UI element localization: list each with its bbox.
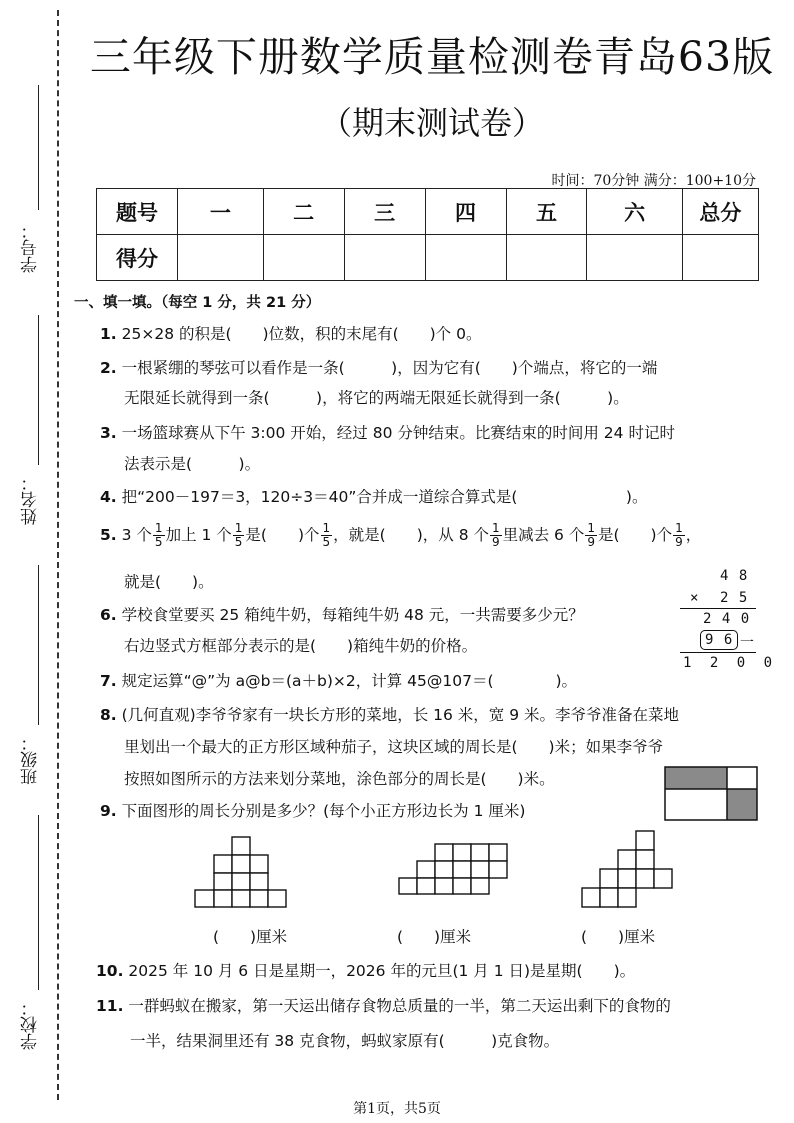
question-5-line2: 就是( )。 (124, 573, 214, 591)
question-6-line2: 右边竖式方框部分表示的是( )箱纯牛奶的价格。 (124, 637, 478, 655)
q5-part: 是( )个 (597, 526, 673, 544)
calc-operator: × (690, 590, 699, 606)
question-text: 把“200－197＝3，120÷3＝40”合并成一道综合算式是( )。 (121, 488, 648, 506)
score-cell: 二 (263, 189, 344, 235)
calc-row-2: 2 5 (720, 590, 749, 606)
page-footer: 第1页，共5页 (353, 1101, 441, 1117)
score-cell: 六 (587, 189, 682, 235)
section-heading: 一、填一填。（每空 1 分，共 21 分） (74, 295, 321, 311)
calc-row-4-tail: 一 (740, 635, 754, 651)
question-text: 2025 年 10 月 6 日是星期一，2026 年的元旦(1 月 1 日)是星期( )。 (128, 962, 636, 980)
question-number: 7. (100, 672, 117, 690)
score-input-cell[interactable] (263, 235, 344, 281)
question-text: 学校食堂要买 25 箱纯牛奶，每箱纯牛奶 48 元，一共需要多少元？ (121, 606, 584, 624)
question-number: 3. (100, 424, 117, 442)
fraction-one-ninth: $\frac{1}{9}$ (675, 521, 683, 549)
score-cell: 四 (425, 189, 506, 235)
xuexiao-label: 学校： (21, 999, 41, 1051)
garden-diagram (664, 766, 758, 821)
question-number: 8. (100, 706, 117, 724)
calc-row-4: 9 6 (705, 632, 734, 648)
calc-rule (680, 652, 756, 653)
grid-figure-1 (194, 836, 294, 908)
shaded-region (727, 789, 757, 820)
banji-label: 班级： (21, 734, 41, 786)
question-11 (96, 994, 671, 1016)
question-2 (100, 356, 657, 378)
page-subtitle: （期末测试卷） (319, 104, 544, 142)
question-11-line2: 一半，结果洞里还有 38 克食物，蚂蚁家原有( )克食物。 (130, 1032, 560, 1050)
xuexiao-line (38, 815, 39, 990)
score-cell: 得分 (97, 235, 178, 281)
binding-dashed-line (57, 10, 59, 1100)
question-3-line2: 法表示是( )。 (124, 455, 261, 473)
question-1 (100, 322, 481, 344)
question-2-line2: 无限延长就得到一条( )，将它的两端无限延长就得到一条( )。 (124, 389, 629, 407)
score-input-cell[interactable] (682, 235, 758, 281)
shaded-region (665, 767, 727, 789)
question-text: (几何直观)李爷爷家有一块长方形的菜地，长 16 米，宽 9 米。李爷爷准备在菜地 (121, 706, 680, 724)
question-6 (100, 603, 584, 625)
score-table (96, 188, 759, 281)
xuehao-line (38, 85, 39, 210)
q5-part: ， (685, 526, 702, 544)
question-8 (100, 703, 679, 725)
question-number: 5. (100, 526, 117, 544)
score-input-cell[interactable] (506, 235, 587, 281)
calc-row-1: 4 8 (720, 568, 749, 584)
score-cell: 一 (177, 189, 263, 235)
score-input-cell[interactable] (177, 235, 263, 281)
question-4 (100, 485, 647, 507)
question-number: 9. (100, 802, 117, 820)
calc-rule (680, 608, 756, 609)
question-number: 6. (100, 606, 117, 624)
question-3 (100, 421, 675, 443)
q9-answer-1: ( )厘米 (213, 928, 288, 946)
question-8-line3: 按照如图所示的方法来划分菜地，涂色部分的周长是( )米。 (124, 770, 555, 788)
exam-meta: 时间：70分钟 满分：100+10分 (551, 173, 756, 189)
question-10 (96, 959, 635, 981)
score-input-cell[interactable] (425, 235, 506, 281)
question-5 (100, 522, 701, 549)
grid-figure-2 (398, 843, 508, 895)
q5-part: 3 个 (121, 526, 152, 544)
score-cell: 五 (506, 189, 587, 235)
score-cell: 三 (344, 189, 425, 235)
question-number: 2. (100, 359, 117, 377)
score-cell: 题号 (97, 189, 178, 235)
fraction-one-ninth: $\frac{1}{9}$ (491, 521, 500, 549)
question-7 (100, 669, 577, 691)
q9-answer-2: ( )厘米 (397, 928, 472, 946)
score-input-cell[interactable] (344, 235, 425, 281)
calc-row-5: 1 2 0 0 (683, 655, 778, 671)
question-text: 一根紧绷的琴弦可以看作是一条( )，因为它有( )个端点，将它的一端 (121, 359, 658, 377)
question-number: 1. (100, 325, 117, 343)
question-text: 25×28 的积是( )位数，积的末尾有( )个 0。 (121, 325, 482, 343)
q5-part: 加上 1 个 (165, 526, 232, 544)
q5-part: 是( )个 (245, 526, 320, 544)
fraction-one-fifth: $\frac{1}{5}$ (322, 521, 331, 549)
calc-row-3: 2 4 0 (703, 611, 751, 627)
fraction-one-fifth: $\frac{1}{5}$ (234, 521, 243, 549)
score-input-cell[interactable] (587, 235, 682, 281)
xingming-label: 姓名： (21, 474, 41, 526)
question-number: 4. (100, 488, 117, 506)
question-text: 下面图形的周长分别是多少？(每个小正方形边长为 1 厘米) (121, 802, 526, 820)
fraction-one-ninth: $\frac{1}{9}$ (587, 521, 595, 549)
banji-line (38, 565, 39, 725)
q5-part: 里减去 6 个 (502, 526, 585, 544)
fraction-one-fifth: $\frac{1}{5}$ (154, 521, 163, 549)
xuehao-label: 学号： (21, 222, 41, 274)
score-value-row (97, 235, 759, 281)
question-number: 11. (96, 997, 124, 1015)
score-header-row (97, 189, 759, 235)
question-text: 一场篮球赛从下午 3:00 开始，经过 80 分钟结束。比赛结束的时间用 24 时记时 (121, 424, 675, 442)
grid-figure-3 (581, 830, 673, 908)
question-text: 一群蚂蚁在搬家，第一天运出储存食物总质量的一半，第二天运出剩下的食物的 (128, 997, 671, 1015)
score-cell: 总分 (682, 189, 758, 235)
page-title: 三年级下册数学质量检测卷青岛63版 (89, 33, 775, 81)
question-8-line2: 里划出一个最大的正方形区域种茄子，这块区域的周长是( )米；如果李爷爷 (124, 738, 664, 756)
q5-part: ，就是( )，从 8 个 (333, 526, 489, 544)
xingming-line (38, 315, 39, 465)
q9-answer-3: ( )厘米 (581, 928, 656, 946)
question-number: 10. (96, 962, 124, 980)
question-9 (100, 799, 525, 821)
question-text: 规定运算“@”为 a@b＝(a＋b)×2，计算 45@107＝( )。 (121, 672, 578, 690)
